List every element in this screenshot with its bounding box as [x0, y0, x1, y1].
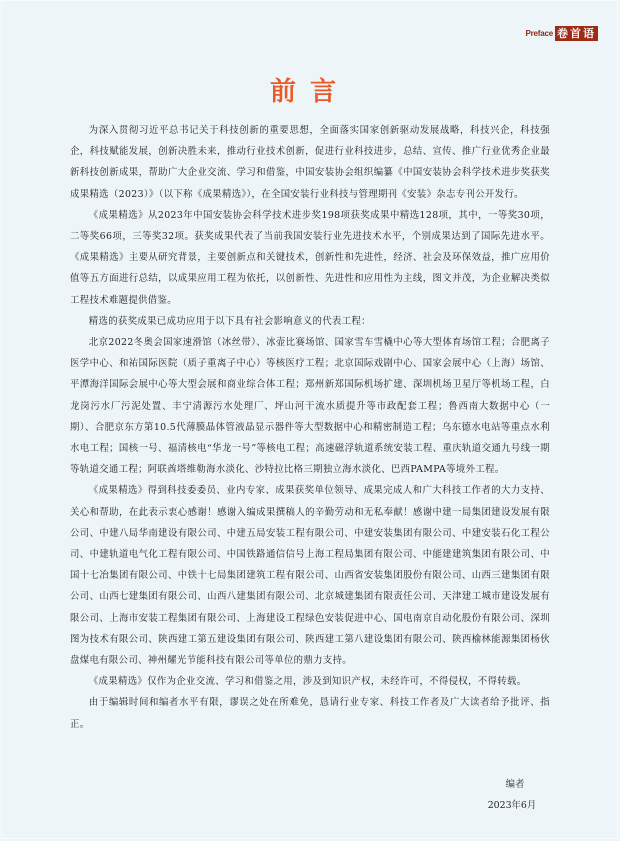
- badge-english-label: Preface: [525, 29, 553, 38]
- page-title: 前言: [269, 77, 350, 107]
- paragraph-selection-stats: 《成果精选》从2023年中国安装协会科学技术进步奖198项获奖成果中精选128项，其中，一等奖30项，二等奖66项，三等奖32项。获奖成果代表了当前我国安装行业先进技术水平，个别成果达到了国际先进水平。《成果精选》主要从研究背景，主要创新点和关键技术，创新性和先进性，经济、社会及环保效益，推广应用价值等五方面进行总结，以成果应用工程为依托，以创新性、先进性和应用性为主线，图文并茂，为企业解决类似工程技术难题提供借鉴。: [70, 209, 550, 306]
- paragraph-projects-list: 北京2022冬奥会国家速滑馆（冰丝带）、冰壶比赛场馆、国家雪车雪橇中心等大型体育场馆工程；合肥离子医学中心、和祐国际医院（质子重离子中心）等核医疗工程；北京国际戏剧中心、国家会展中心（上海）场馆、平潭海洋国际会展中心等大型会展和商业综合体工程；郑州新郑国际机场扩建、深圳机场卫星厅等机场工程，白龙岗污水厂污泥处置、丰宁清源污水处理厂、坪山河干流水质提升等市政配套工程；鲁西南大数据中心（一期）、合肥京东方第10.5代薄膜晶体管液晶显示器件等大型数据中心和精密制造工程；乌东德水电站等重点水利水电工程；国核一号、福清核电“华龙一号”等核电工程；高速磁浮轨道系统安装工程、重庆轨道交通九号线一期等轨道交通工程；阿联酋塔维勒海水淡化、沙特拉比格三期独立海水淡化、巴西PAMPA等境外工程。: [70, 337, 550, 476]
- paragraph-copyright: 《成果精选》仅作为企业交流、学习和借鉴之用，涉及到知识产权，未经许可，不得侵权，不得转载。: [88, 676, 527, 688]
- signature-editor: 编者: [505, 779, 525, 790]
- paragraph-acknowledgements: 《成果精选》得到科技委委员、业内专家、成果获奖单位领导、成果完成人和广大科技工作者的大力支持、关心和帮助，在此表示衷心感谢！感谢入编成果撰稿人的辛勤劳动和无私奉献！感谢中建一局集团建设发展有限公司、中建八局华南建设有限公司、中建五局安装工程有限公司、中建安装集团有限公司、中建安装石化工程公司、中建轨道电气化工程有限公司、中国铁路通信信号上海工程局集团有限公司、中能建建筑集团有限公司、中国十七冶集团有限公司、中铁十七局集团建筑工程有限公司、山西省安装集团股份有限公司、山西三建集团有限公司、山西七建集团有限公司、山西八建集团有限公司、北京城建集团有限责任公司、天津建工城市建设发展有限公司、上海市安装工程集团有限公司、上海建设工程绿色安装促进中心、国电南京自动化股份有限公司、深圳图为技术有限公司、陕西建工第五建设集团有限公司、陕西建工第八建设集团有限公司、陕西榆林能源集团杨伙盘煤电有限公司、神州耀光节能科技有限公司等单位的鼎力支持。: [70, 485, 550, 667]
- section-badge: [525, 26, 598, 41]
- badge-chinese-label: 卷首语: [557, 27, 596, 40]
- preface-body: [70, 120, 550, 735]
- paragraph-intro: 为深入贯彻习近平总书记关于科技创新的重要思想，全面落实国家创新驱动发展战略，科技兴企，科技强企，科技赋能发展，创新决胜未来，推动行业技术创新，促进行业科技进步，总结、宣传、推广行业优秀企业最新科技创新成果，帮助广大企业交流、学习和借鉴，中国安装协会组织编纂《中国安装协会科学技术进步奖获奖成果精选（2023）》（以下称《成果精选》），在全国安装行业科技与管理期刊《安装》杂志专刊公开发行。: [70, 125, 550, 200]
- paragraph-errata-request: 由于编辑时间和编者水平有限，谬误之处在所难免，恳请行业专家、科技工作者及广大读者给予批评、指正。: [70, 697, 550, 730]
- paragraph-projects-lead: 精选的获奖成果已成功应用于以下具有社会影响意义的代表工程：: [88, 315, 371, 327]
- signature-date: 2023年6月: [487, 800, 537, 811]
